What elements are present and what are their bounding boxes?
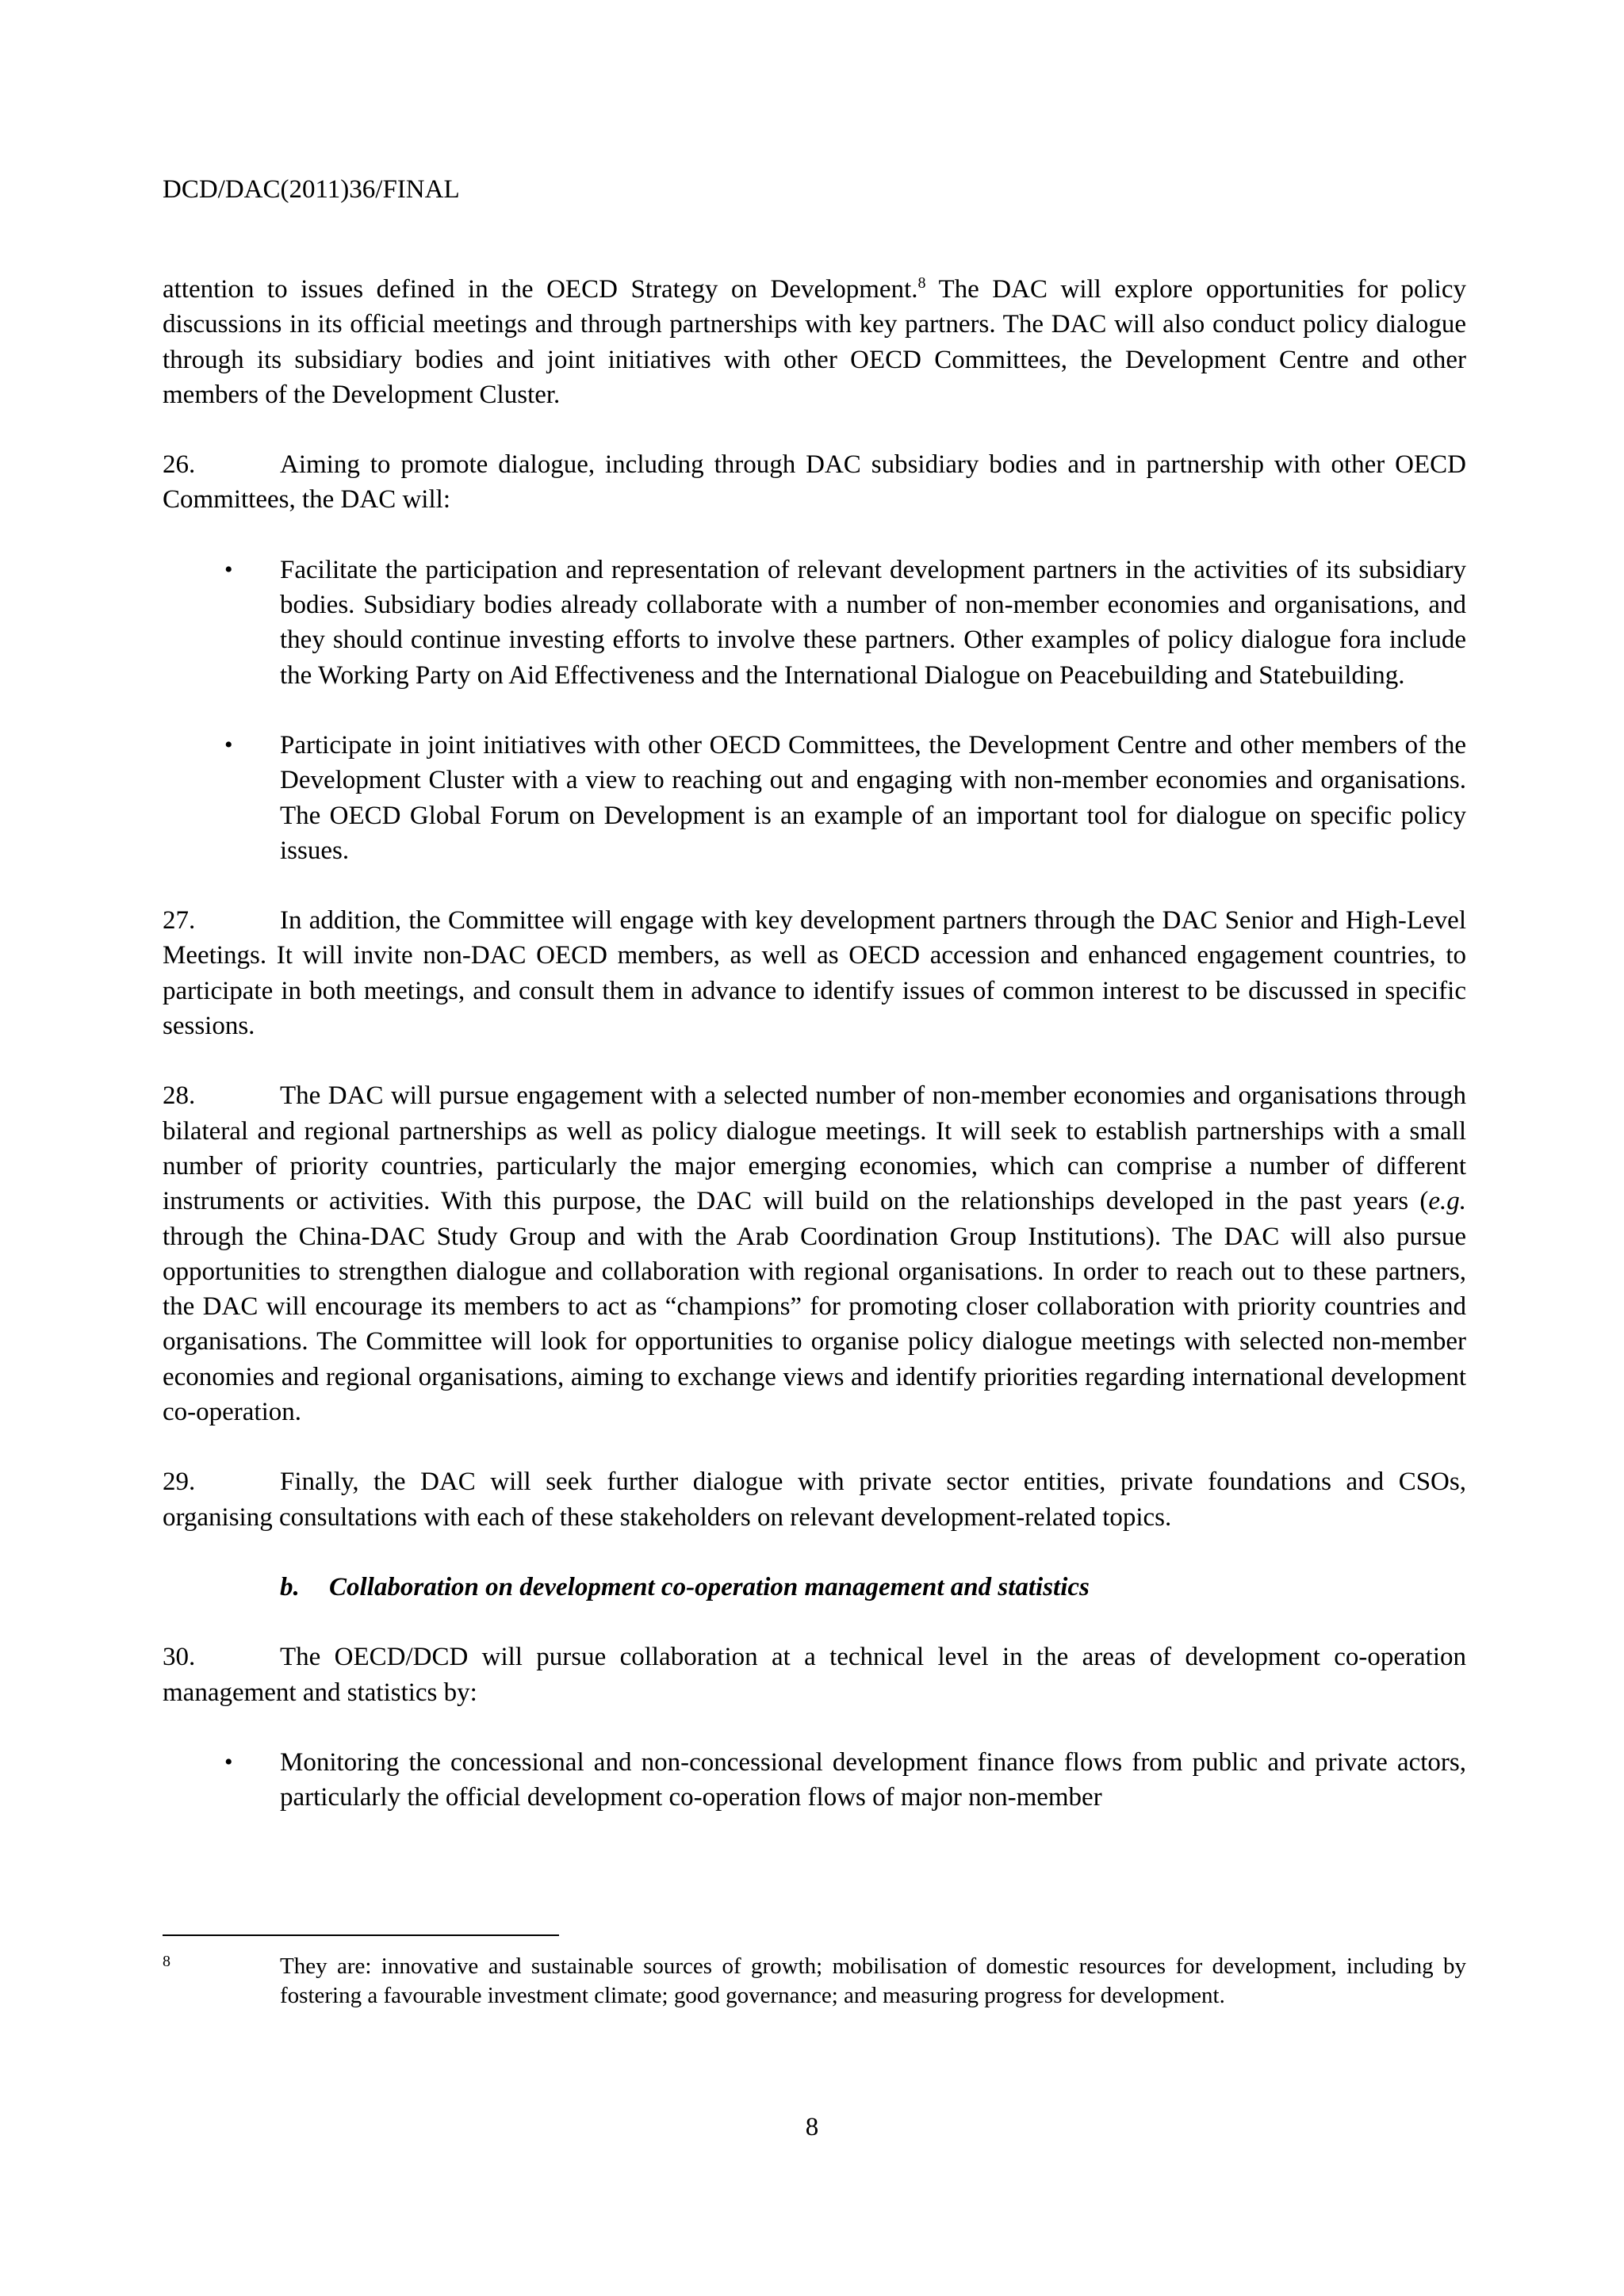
paragraph-30: [163, 1640, 1466, 1710]
list-item: [163, 728, 1466, 868]
paragraph-number: 29.: [163, 1468, 196, 1497]
paragraph-text: In addition, the Committee will engage with key development partners through the DAC Senior and High-Level Meetings. It will invite non-DAC OECD members, as well as OECD accession and enhanced engagement countries, to participate in both meetings, and consult them in advance to identify issues of common interest to be discussed in specific sessions.: [163, 906, 1466, 1041]
bullet-list-26: [163, 553, 1466, 868]
document-reference: DCD/DAC(2011)36/FINAL: [163, 175, 460, 204]
paragraph-number: 30.: [163, 1643, 196, 1672]
list-item-text: Participate in joint initiatives with other OECD Committees, the Development Centre and other members of the Development Cluster with a view to reaching out and engaging with non-member economies and organisations. The OECD Global Forum on Development is an example of an important tool for dialogue on specific policy issues.: [280, 730, 1466, 865]
paragraph-number: 27.: [163, 906, 196, 936]
paragraph-text: Aiming to promote dialogue, including through DAC subsidiary bodies and in partnership with other OECD Committees, the DAC will:: [163, 450, 1466, 515]
list-item: [163, 553, 1466, 693]
paragraph-27: [163, 903, 1466, 1043]
paragraph-text: Finally, the DAC will seek further dialogue with private sector entities, private foundations and CSOs, organising consultations with each of these stakeholders on relevant development-related topics.: [163, 1468, 1466, 1532]
paragraph-text-start: The DAC will pursue engagement with a selected number of non-member economies and organisations through bilateral and regional partnerships as well as policy dialogue meetings. It will seek to establish partnerships with a small number of priority countries, particularly the major emerging economies, which can comprise a number of different instruments or activities. With this purpose, the DAC will build on the relationships developed in the past years (: [163, 1081, 1466, 1216]
bullet-icon: •: [224, 556, 233, 583]
page-number: 8: [805, 2113, 819, 2141]
footnote: [163, 1952, 1466, 2011]
intro-text-end: The DAC will explore opportunities for policy discussions in its official meetings and through partnerships with key partners. The DAC will also conduct policy dialogue through its subsidiary bodies and joint initiatives with other OECD Committees, the Development Centre and other members of the Development Cluster.: [163, 275, 1466, 409]
eg-abbreviation: e.g.: [1428, 1187, 1466, 1216]
list-item-text: Monitoring the concessional and non-concessional development finance flows from public and private actors, particularly the official development co-operation flows of major non-member: [280, 1747, 1466, 1812]
footnote-text: They are: innovative and sustainable sources of growth; mobilisation of domestic resources for development, including by fostering a favourable investment climate; good governance; and measuring progress for development.: [280, 1954, 1466, 2008]
list-item: [163, 1745, 1466, 1816]
intro-text-start: attention to issues defined in the OECD Strategy on Development.: [163, 275, 918, 304]
footnote-reference[interactable]: 8: [917, 274, 926, 292]
footnote-number: 8: [163, 1953, 170, 1970]
bullet-icon: •: [224, 731, 233, 758]
paragraph-28: [163, 1078, 1466, 1429]
bullet-icon: •: [224, 1748, 233, 1775]
paragraph-26: [163, 447, 1466, 518]
paragraph-29: [163, 1464, 1466, 1535]
paragraph-text-end: through the China-DAC Study Group and with the Arab Coordination Group Institutions). The DAC will also pursue opportunities to strengthen dialogue and collaboration with regional organisations. In order to reach out to these partners, the DAC will encourage its members to act as “champions” for promoting closer collaboration with priority countries and organisations. The Committee will look for opportunities to organise policy dialogue meetings with selected non-member economies and regional organisations, aiming to exchange views and identify priorities regarding international development co-operation.: [163, 1222, 1466, 1427]
section-heading-b: [163, 1570, 1466, 1605]
intro-paragraph: [163, 272, 1466, 412]
paragraph-text: The OECD/DCD will pursue collaboration at a technical level in the areas of development co-operation management and statistics by:: [163, 1643, 1466, 1707]
bullet-list-30: [163, 1745, 1466, 1816]
list-item-text: Facilitate the participation and representation of relevant development partners in the activities of its subsidiary bodies. Subsidiary bodies already collaborate with a number of non-member economies and organisations, and they should continue investing efforts to involve these partners. Other examples of policy dialogue fora include the Working Party on Aid Effectiveness and the International Dialogue on Peacebuilding and Statebuilding.: [280, 555, 1466, 690]
footnote-separator: [163, 1934, 559, 1936]
paragraph-number: 26.: [163, 450, 196, 480]
document-body: [163, 272, 1466, 1850]
paragraph-number: 28.: [163, 1081, 196, 1111]
section-letter: b.: [280, 1572, 300, 1601]
section-title: Collaboration on development co-operation management and statistics: [329, 1572, 1090, 1601]
